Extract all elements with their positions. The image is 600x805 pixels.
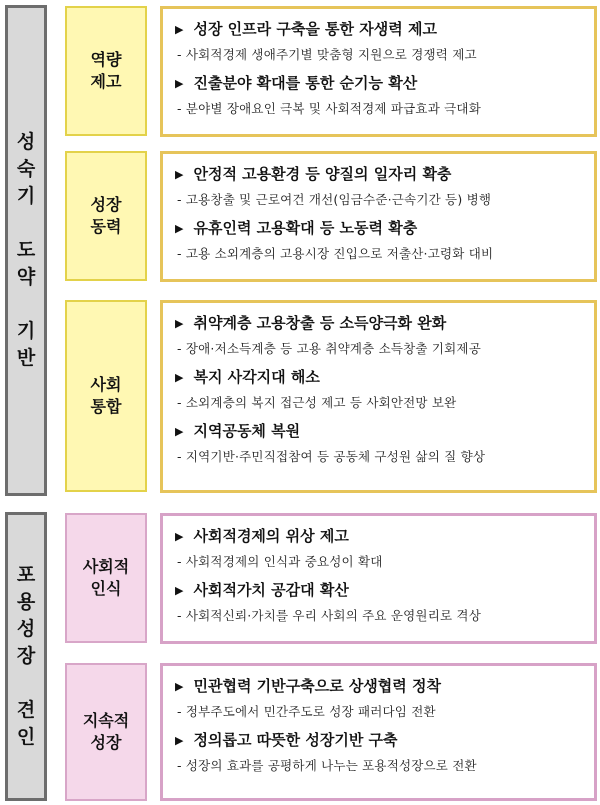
- item-heading: ▶ 성장 인프라 구축을 통한 자생력 제고: [175, 20, 437, 38]
- triangle-bullet-icon: ▶: [175, 23, 184, 36]
- item-detail: - 고용창출 및 근로여건 개선(임금수준·근속기간 등) 병행: [177, 192, 492, 207]
- triangle-bullet-icon: ▶: [175, 734, 184, 747]
- item-heading: ▶ 취약계층 고용창출 등 소득양극화 완화: [175, 314, 447, 332]
- category-box-social-integration: 사회 통합: [65, 300, 147, 492]
- triangle-bullet-icon: ▶: [175, 530, 184, 543]
- item-heading: ▶ 진출분야 확대를 통한 순기능 확산: [175, 74, 418, 92]
- triangle-bullet-icon: ▶: [175, 371, 184, 384]
- item-detail: - 지역기반·주민직접참여 등 공동체 구성원 삶의 질 향상: [177, 449, 486, 464]
- item-heading: ▶ 복지 사각지대 해소: [175, 368, 320, 386]
- content-panel-sustainable-growth: [160, 663, 597, 801]
- item-detail: - 사회적경제의 인식과 중요성이 확대: [177, 554, 383, 569]
- item-heading: ▶ 지역공동체 복원: [175, 422, 301, 440]
- triangle-bullet-icon: ▶: [175, 680, 184, 693]
- item-heading: ▶ 정의롭고 따뜻한 성장기반 구축: [175, 731, 398, 749]
- side-label-inclusive-growth: [5, 512, 47, 801]
- item-heading: ▶ 민관협력 기반구축으로 상생협력 정착: [175, 677, 441, 695]
- item-heading: ▶ 사회적경제의 위상 제고: [175, 527, 349, 545]
- triangle-bullet-icon: ▶: [175, 317, 184, 330]
- triangle-bullet-icon: ▶: [175, 584, 184, 597]
- side-label-growth-foundation: [5, 5, 47, 496]
- content-panel-growth-engine: [160, 151, 597, 282]
- item-detail: - 장애·저소득계층 등 고용 취약계층 소득창출 기회제공: [177, 341, 481, 356]
- content-panel-social-awareness: [160, 513, 597, 644]
- triangle-bullet-icon: ▶: [175, 222, 184, 235]
- item-heading: ▶ 안정적 고용환경 등 양질의 일자리 확충: [175, 165, 452, 183]
- item-heading: ▶ 사회적가치 공감대 확산: [175, 581, 349, 599]
- content-panel-capacity: [160, 6, 597, 137]
- category-box-capacity: 역량 제고: [65, 6, 147, 136]
- side-label-text: 성 숙 기 도 약 기 반: [16, 131, 36, 369]
- triangle-bullet-icon: ▶: [175, 425, 184, 438]
- item-detail: - 사회적경제 생애주기별 맞춤형 지원으로 경쟁력 제고: [177, 47, 477, 62]
- category-box-growth-engine: 성장 동력: [65, 151, 147, 281]
- category-box-sustainable-growth: 지속적 성장: [65, 663, 147, 801]
- item-detail: - 소외계층의 복지 접근성 제고 등 사회안전망 보완: [177, 395, 457, 410]
- side-label-text: 포 용 성 장 견 인: [16, 564, 36, 748]
- item-detail: - 성장의 효과를 공평하게 나누는 포용적성장으로 전환: [177, 758, 477, 773]
- item-detail: - 사회적신뢰·가치를 우리 사회의 주요 운영원리로 격상: [177, 608, 481, 623]
- content-panel-social-integration: [160, 300, 597, 493]
- item-heading: ▶ 유휴인력 고용확대 등 노동력 확충: [175, 219, 418, 237]
- category-box-social-awareness: 사회적 인식: [65, 513, 147, 643]
- triangle-bullet-icon: ▶: [175, 168, 184, 181]
- item-detail: - 고용 소외계층의 고용시장 진입으로 저출산·고령화 대비: [177, 246, 494, 261]
- item-detail: - 정부주도에서 민간주도로 성장 패러다임 전환: [177, 704, 436, 719]
- triangle-bullet-icon: ▶: [175, 77, 184, 90]
- item-detail: - 분야별 장애요인 극복 및 사회적경제 파급효과 극대화: [177, 101, 481, 116]
